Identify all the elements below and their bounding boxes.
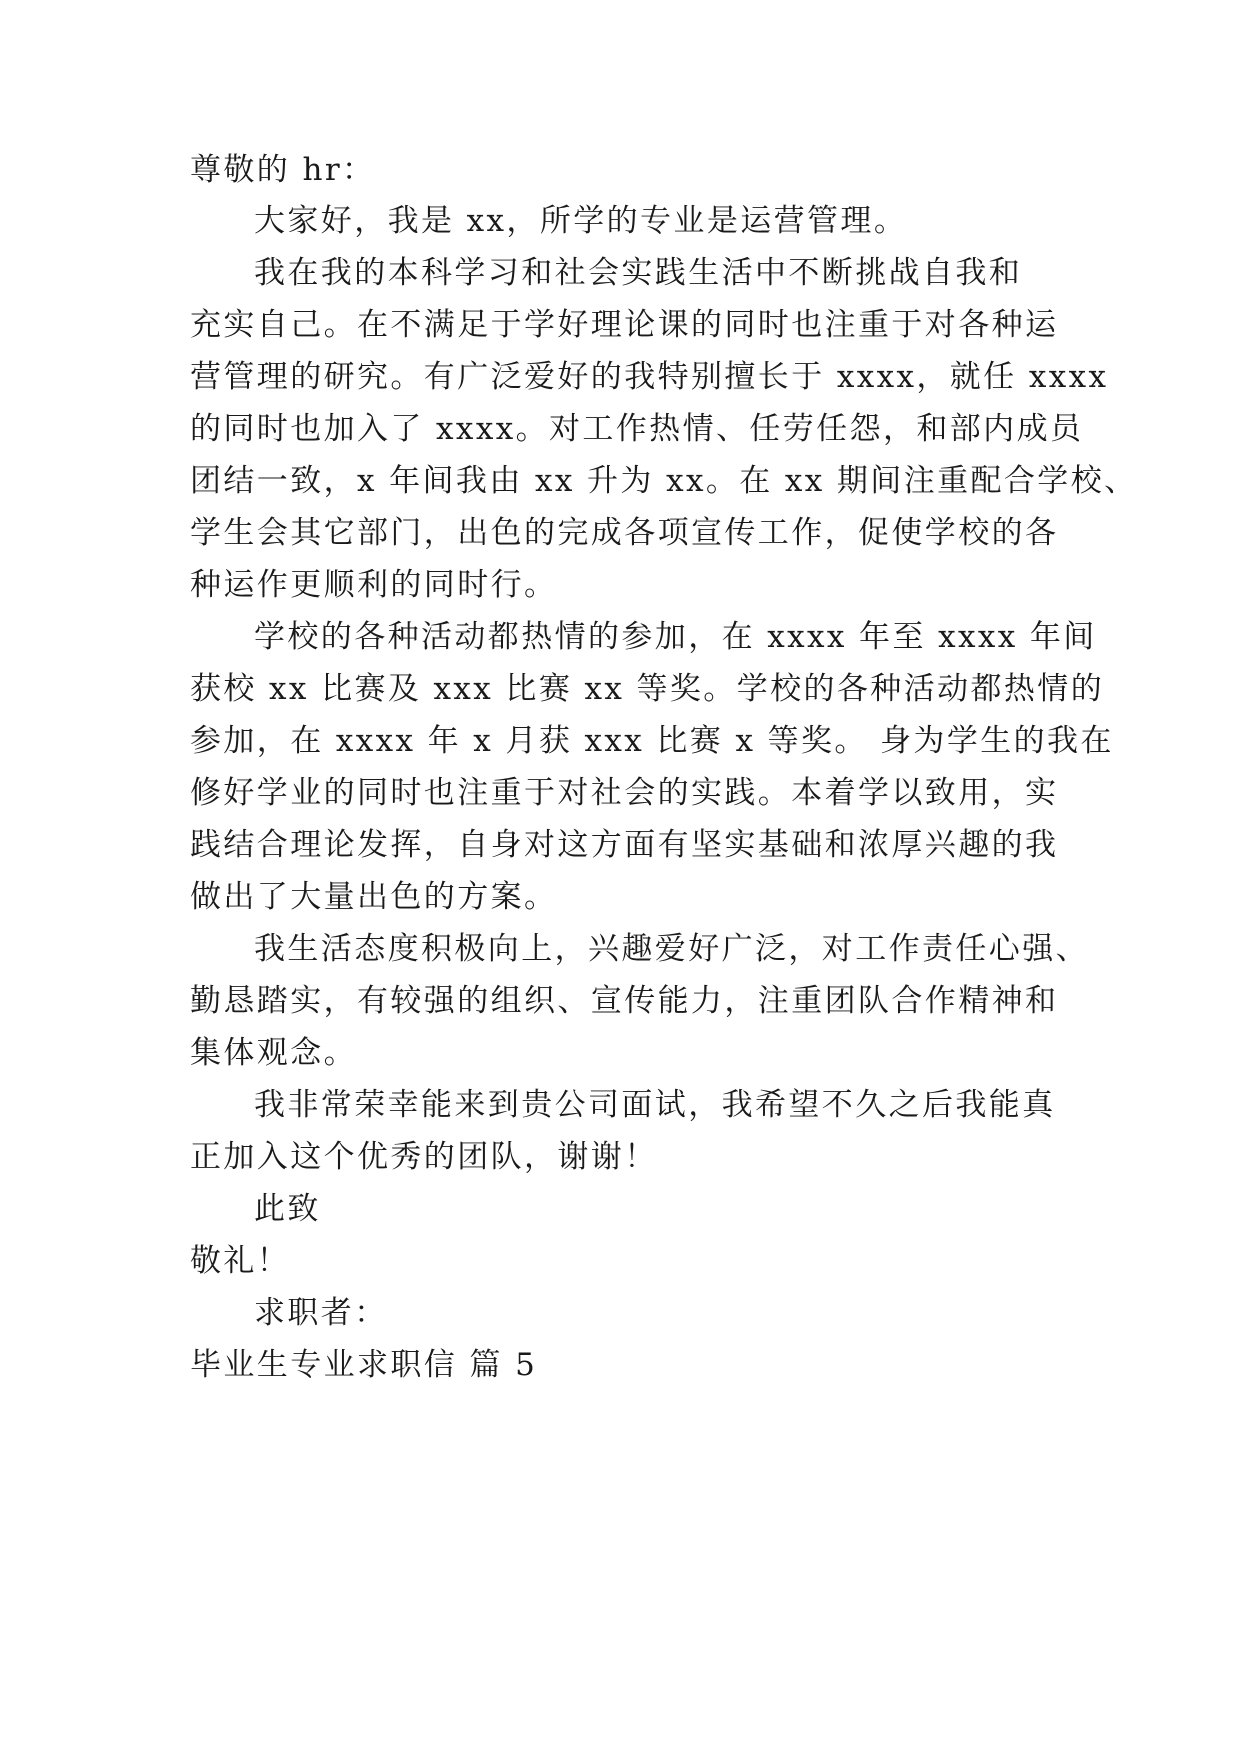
paragraph-line: 的同时也加入了 xxxx。对工作热情、任劳任怨，和部内成员 <box>190 411 1084 447</box>
paragraph-line: 种运作更顺利的同时行。 <box>190 567 558 603</box>
closing-line: 敬礼！ <box>190 1243 291 1279</box>
paragraph-line: 学生会其它部门，出色的完成各项宣传工作，促使学校的各 <box>190 515 1059 551</box>
paragraph-line: 正加入这个优秀的团队，谢谢！ <box>190 1139 658 1175</box>
next-section-title: 毕业生专业求职信 篇 5 <box>190 1347 538 1383</box>
paragraph-line: 我生活态度积极向上，兴趣爱好广泛，对工作责任心强、 <box>254 931 1089 967</box>
paragraph-line: 获校 xx 比赛及 xxx 比赛 xx 等奖。学校的各种活动都热情的 <box>190 671 1105 707</box>
paragraph-line: 营管理的研究。有广泛爱好的我特别擅长于 xxxx，就任 xxxx <box>190 359 1109 395</box>
closing-line: 此致 <box>254 1191 321 1227</box>
paragraph-line: 我在我的本科学习和社会实践生活中不断挑战自我和 <box>254 255 1023 291</box>
paragraph-line: 我非常荣幸能来到贵公司面试，我希望不久之后我能真 <box>254 1087 1056 1123</box>
paragraph-line: 充实自己。在不满足于学好理论课的同时也注重于对各种运 <box>190 307 1059 343</box>
paragraph-line: 参加，在 xxxx 年 x 月获 xxx 比赛 x 等奖。 身为学生的我在 <box>190 723 1114 759</box>
greeting-line: 大家好，我是 xx，所学的专业是运营管理。 <box>254 203 908 239</box>
paragraph-line: 践结合理论发挥，自身对这方面有坚实基础和浓厚兴趣的我 <box>190 827 1059 863</box>
paragraph-line: 修好学业的同时也注重于对社会的实践。本着学以致用，实 <box>190 775 1059 811</box>
paragraph-line: 勤恳踏实，有较强的组织、宣传能力，注重团队合作精神和 <box>190 983 1059 1019</box>
salutation: 尊敬的 hr： <box>190 152 376 188</box>
signature-line: 求职者： <box>254 1295 388 1331</box>
paragraph-line: 集体观念。 <box>190 1035 357 1071</box>
paragraph-line: 做出了大量出色的方案。 <box>190 879 558 915</box>
paragraph-line: 学校的各种活动都热情的参加，在 xxxx 年至 xxxx 年间 <box>254 619 1097 655</box>
paragraph-line: 团结一致，x 年间我由 xx 升为 xx。在 xx 期间注重配合学校、 <box>190 463 1138 499</box>
